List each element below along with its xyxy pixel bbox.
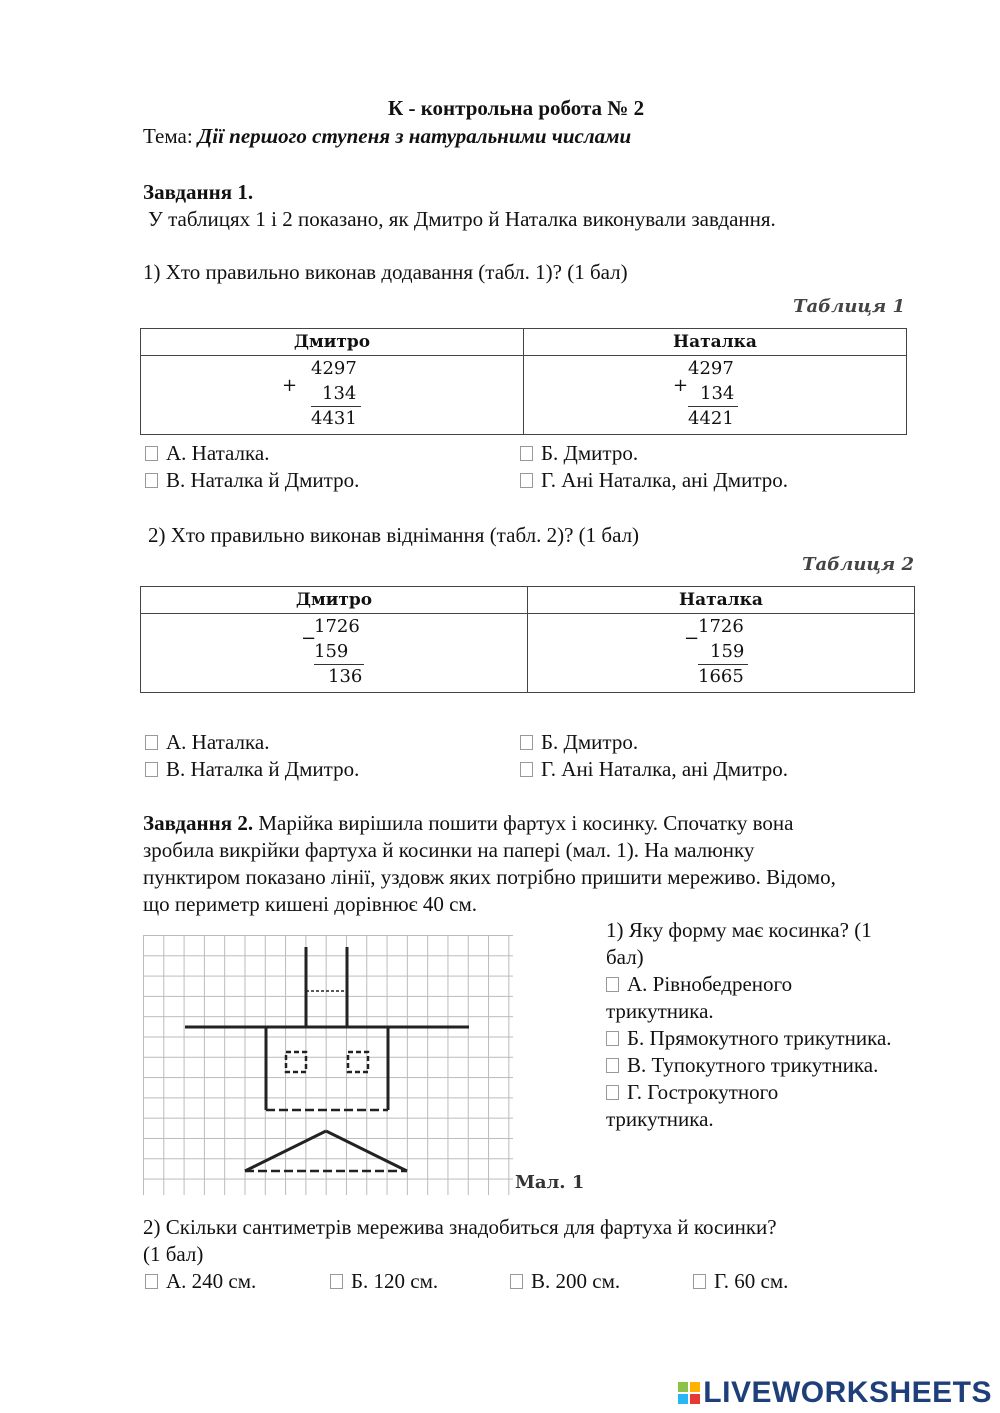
q2-option-d[interactable]: Г. Ані Наталка, ані Дмитро. [520,757,788,782]
sign: − [301,628,317,649]
task1-q2-text: 2) Хто правильно виконав віднімання (табл. 2)? (1 бал) [148,523,640,547]
operand-a: 4297 [311,358,357,379]
task1-q1-text: 1) Хто правильно виконав додавання (табл. 1)? (1 бал) [143,260,628,284]
table1-caption: Таблиця 1 [793,296,905,317]
result: 4431 [311,408,357,429]
t2q2-option-a[interactable]: А. 240 см. [145,1269,256,1294]
sign: + [673,375,689,396]
operand-a: 1726 [698,616,744,637]
task2-line-3: пунктиром показано лінії, уздовж яких потрібно пришити мереживо. Відомо, [143,865,836,889]
task1-intro: У таблицях 1 і 2 показано, як Дмитро й Наталка виконували завдання. [148,207,776,231]
topic-line [143,124,631,149]
table1 [140,328,907,435]
brand-name: LIVEWORKSHEETS [703,1376,992,1409]
task2-line-4: що периметр кишені дорівнює 40 см. [143,892,478,916]
page-title: К - контрольна робота № 2 [388,96,645,120]
checkbox-icon[interactable] [606,1085,619,1100]
operand-b: 159 [314,641,349,662]
table2-header-dmytro: Дмитро [141,587,528,614]
task2-q2-text-1: 2) Скільки сантиметрів мережива знадобиться для фартуха й косинки? [143,1215,777,1239]
q2-option-b[interactable]: Б. Дмитро. [520,730,638,755]
table1-header-dmytro: Дмитро [141,329,524,356]
operand-b: 134 [700,383,735,404]
t2q1-option-c[interactable]: В. Тупокутного трикутника. [606,1053,878,1078]
sign: + [282,375,298,396]
table1-cell-dmytro [141,356,524,435]
checkbox-icon[interactable] [606,1031,619,1046]
difference-rule [314,664,364,665]
table1-cell-natalka [524,356,907,435]
result: 4421 [688,408,734,429]
t2q1-option-b[interactable]: Б. Прямокутного трикутника. [606,1026,892,1051]
checkbox-icon[interactable] [145,762,158,777]
q2-option-c[interactable]: В. Наталка й Дмитро. [145,757,359,782]
checkbox-icon[interactable] [693,1274,706,1289]
operand-a: 1726 [314,616,360,637]
t2q2-option-c[interactable]: В. 200 см. [510,1269,620,1294]
checkbox-icon[interactable] [145,473,158,488]
task2-line-1: Завдання 2. Марійка вирішила пошити фартух і косинку. Спочатку вона [143,811,794,835]
task2-q1-text-2: бал) [606,945,644,969]
result: 1665 [698,666,744,687]
sum-rule [688,406,738,407]
operand-a: 4297 [688,358,734,379]
checkbox-icon[interactable] [520,446,533,461]
apron-kerchief-figure [143,935,513,1195]
t2q1-option-d-cont: трикутника. [606,1107,714,1131]
task2-q2-text-2: (1 бал) [143,1242,204,1266]
table2-cell-natalka [528,614,915,693]
liveworksheets-watermark [677,1376,992,1410]
t2q1-option-a[interactable]: А. Рівнобедреного [606,972,792,997]
result: 136 [328,666,363,687]
q1-option-c[interactable]: В. Наталка й Дмитро. [145,468,359,493]
table2-cell-dmytro [141,614,528,693]
topic-value: Дії першого ступеня з натуральними числами [197,124,632,148]
q2-option-a[interactable]: А. Наталка. [145,730,269,755]
task2-q1-text-1: 1) Яку форму має косинка? (1 [606,918,872,942]
checkbox-icon[interactable] [330,1274,343,1289]
sum-rule [311,406,361,407]
checkbox-icon[interactable] [520,735,533,750]
checkbox-icon[interactable] [520,473,533,488]
figure-caption: Мал. 1 [515,1172,585,1193]
table2-caption: Таблиця 2 [802,554,914,575]
q1-option-b[interactable]: Б. Дмитро. [520,441,638,466]
checkbox-icon[interactable] [145,446,158,461]
task2-line-2: зробила викрійки фартуха й косинки на папері (мал. 1). На малюнку [143,838,755,862]
t2q1-option-d[interactable]: Г. Гострокутного [606,1080,778,1105]
checkbox-icon[interactable] [606,977,619,992]
table2-header-natalka: Наталка [528,587,915,614]
task1-heading: Завдання 1. [143,180,254,204]
q1-option-d[interactable]: Г. Ані Наталка, ані Дмитро. [520,468,788,493]
checkbox-icon[interactable] [520,762,533,777]
live-logo-icon [677,1381,703,1405]
checkbox-icon[interactable] [510,1274,523,1289]
checkbox-icon[interactable] [606,1058,619,1073]
operand-b: 134 [322,383,357,404]
checkbox-icon[interactable] [145,735,158,750]
table1-header-natalka: Наталка [524,329,907,356]
t2q1-option-a-cont: трикутника. [606,999,714,1023]
t2q2-option-d[interactable]: Г. 60 см. [693,1269,788,1294]
sign: − [684,628,700,649]
topic-label: Тема: [143,124,193,148]
difference-rule [698,664,748,665]
operand-b: 159 [710,641,745,662]
table2 [140,586,915,693]
checkbox-icon[interactable] [145,1274,158,1289]
t2q2-option-b[interactable]: Б. 120 см. [330,1269,438,1294]
q1-option-a[interactable]: А. Наталка. [145,441,269,466]
